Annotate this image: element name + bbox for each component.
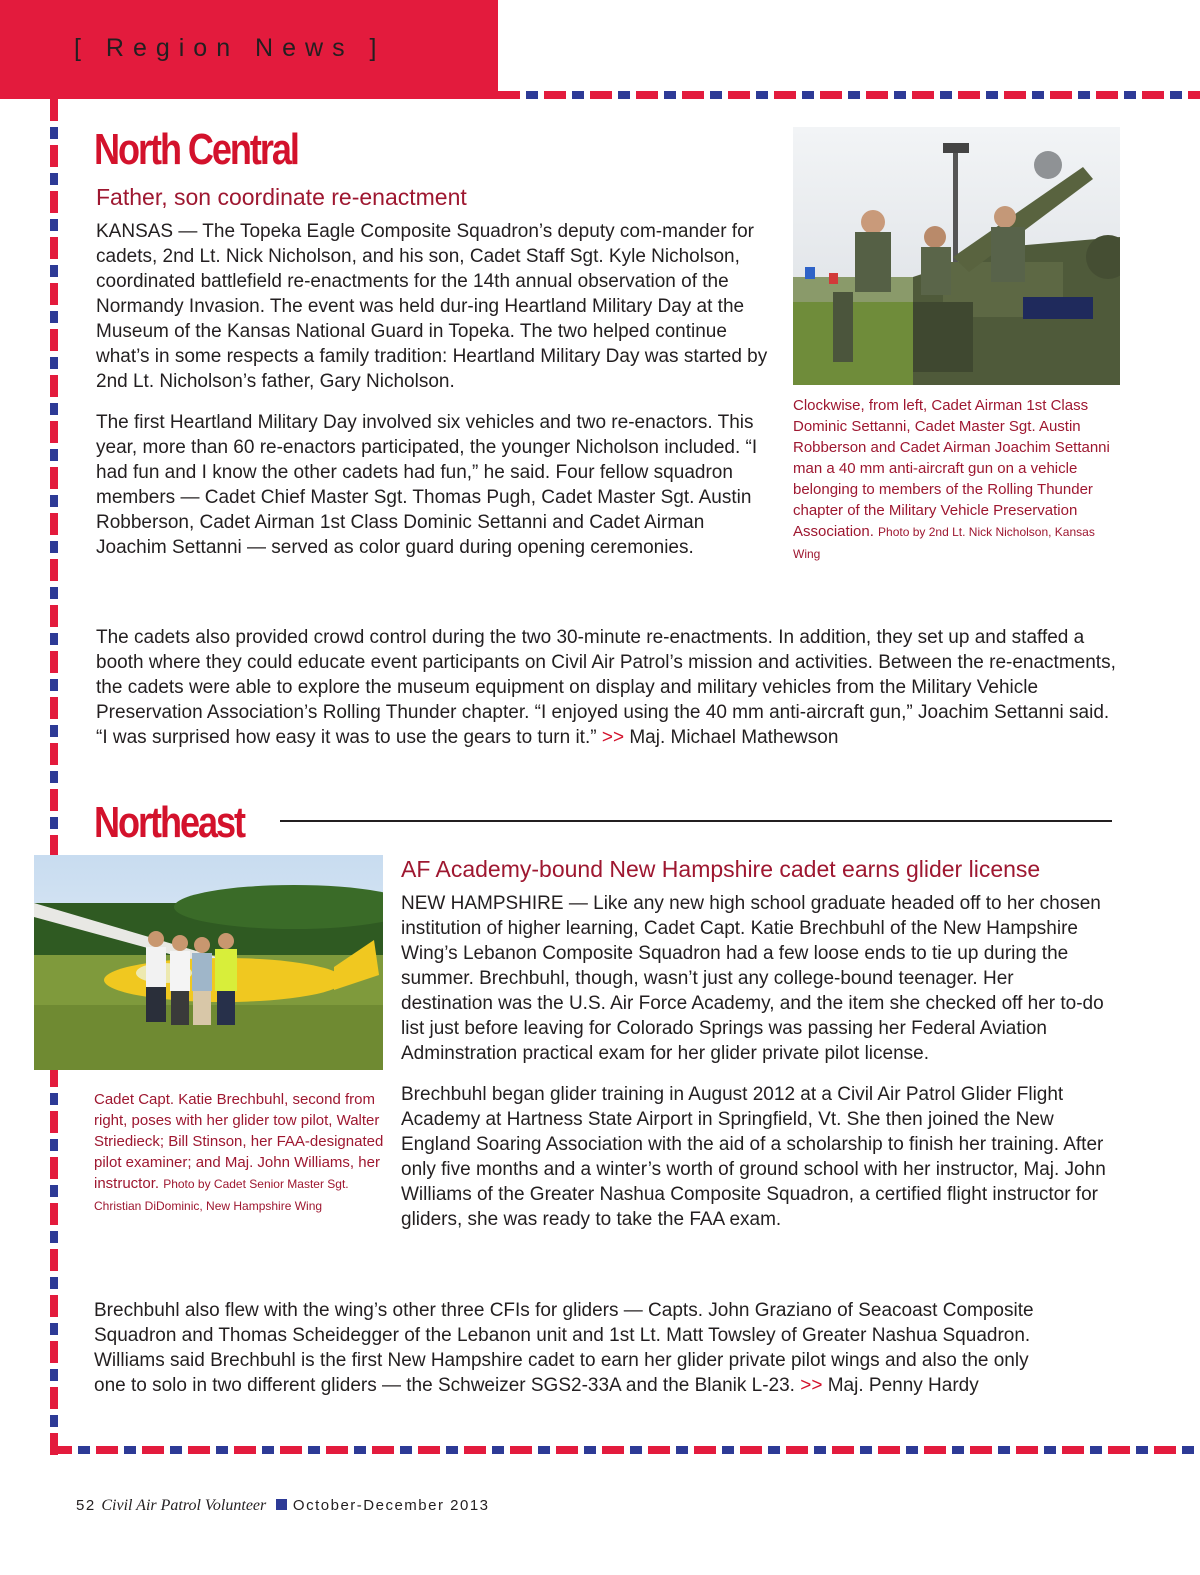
photo-anti-aircraft-gun-image	[793, 127, 1120, 385]
article-body-north-central-wide	[96, 625, 1116, 750]
photo-credit: Photo by 2nd Lt. Nick Nicholson, Kansas Wing	[793, 525, 1095, 561]
photo-glider-image	[34, 855, 383, 1070]
paragraph: NEW HAMPSHIRE — Like any new high school graduate headed off to her chosen institution of higher learning, Cadet Capt. Katie Brechbuhl of the New Hampshire Wing’s Lebanon Composite Squadron had a few loose ends to tie up during the summer. Brechbuhl, though, wasn’t just any college-bound teenager. Her destination was the U.S. Air Force Academy, and the item she checked off her to-do list just before leaving for Colorado Springs was passing her Federal Aviation Adminstration practical exam for her glider private pilot license.	[401, 893, 1104, 1064]
byline-arrow: >>	[800, 1375, 823, 1396]
paragraph: Brechbuhl began glider training in August 2012 at a Civil Air Patrol Glider Flight Academy at Hartness State Airport in Springfield, Vt. She then joined the New England Soaring Association with the aid of a scholarship to finish her training. After only five months and a winter’s worth of ground school with her instructor, Maj. John Williams of the Greater Nashua Composite Squadron, a certified flight instructor for gliders, she was ready to take the FAA exam.	[401, 1084, 1106, 1230]
photo-anti-aircraft-gun	[793, 127, 1120, 385]
section-title-northeast: Northeast	[94, 798, 244, 847]
byline: Maj. Penny Hardy	[827, 1375, 979, 1396]
paragraph-text: The cadets also provided crowd control during the two 30-minute re-enactments. In addition, they set up and staffed a booth where they could educate event participants on Civil Air Patrol’s mission and activities. Between the re-enactments, the cadets were able to explore the museum equipment on display and military vehicles from the Military Vehicle Preservation Association’s Rolling Thunder chapter. “I enjoyed using the 40 mm anti-aircraft gun,” Joachim Settanni said. “I was surprised how easy it was to use the gears to turn it.”	[96, 627, 1116, 748]
section-label: [ Region News ]	[74, 34, 386, 62]
article-headline-northeast: AF Academy-bound New Hampshire cadet earns glider license	[401, 856, 1041, 882]
issue-date: October-December 2013	[292, 1497, 490, 1514]
magazine-title: Civil Air Patrol Volunteer	[101, 1497, 267, 1514]
article-body-northeast	[401, 891, 1106, 1232]
photo-caption-northeast	[94, 1089, 384, 1217]
byline-arrow: >>	[601, 727, 625, 748]
page-footer	[76, 1497, 490, 1515]
paragraph-text: Brechbuhl also flew with the wing’s other three CFIs for gliders — Capts. John Graziano of Seacoast Composite Squadron and Thomas Scheidegger of the Lebanon unit and 1st Lt. Matt Towsley of Greater Nashua Squadron. Williams said Brechbuhl is the first New Hampshire cadet to earn her glider private pilot wings and also the only one to solo in two different gliders — the Schweizer SGS2-33A and the Blanik L-23.	[94, 1300, 1034, 1396]
caption-text: Cadet Capt. Katie Brechbuhl, second from right, poses with her glider tow pilot, Walter Striedieck; Bill Stinson, her FAA-designated pilot examiner; and Maj. John Williams, her instructor.	[94, 1091, 384, 1192]
article-body-northeast-wide	[94, 1298, 1059, 1398]
square-bullet-icon	[276, 1499, 287, 1510]
page-number: 52	[76, 1497, 96, 1514]
paragraph: The first Heartland Military Day involved six vehicles and two re-enactors. This year, more than 60 re-enactors participated, the younger Nicholson included. “I had fun and I know the other cadets had fun,” he said. Four fellow squadron members — Cadet Chief Master Sgt. Thomas Pugh, Cadet Master Sgt. Austin Robberson, Cadet Airman 1st Class Dominic Settanni and Cadet Airman Joachim Settanni — served as color guard during opening ceremonies.	[96, 412, 758, 558]
photo-glider	[34, 855, 383, 1070]
paragraph	[96, 625, 1116, 750]
bottom-border-stripe	[50, 1446, 1200, 1454]
photo-caption-north-central	[793, 395, 1123, 565]
caption-text: Clockwise, from left, Cadet Airman 1st Class Dominic Settanni, Cadet Master Sgt. Austin Robberson and Cadet Airman Joachim Settanni man a 40 mm anti-aircraft gun on a vehicle belonging to members of the Rolling Thunder chapter of the Military Vehicle Preservation Association.	[793, 397, 1110, 540]
section-rule	[280, 820, 1112, 822]
paragraph	[94, 1298, 1059, 1398]
left-border-stripe	[50, 99, 58, 1455]
article-headline-north-central: Father, son coordinate re-enactment	[96, 184, 467, 210]
article-body-north-central	[96, 219, 776, 560]
section-title-north-central: North Central	[94, 125, 298, 174]
photo-credit: Photo by Cadet Senior Master Sgt. Christian DiDominic, New Hampshire Wing	[94, 1177, 349, 1213]
byline: Maj. Michael Mathewson	[629, 727, 839, 748]
header-tab	[0, 0, 498, 99]
top-border-stripe	[498, 91, 1200, 99]
paragraph: KANSAS — The Topeka Eagle Composite Squadron’s deputy com-mander for cadets, 2nd Lt. Nick Nicholson, and his son, Cadet Staff Sgt. Kyle Nicholson, coordinated battlefield re-enactments for the 14th annual observation of the Normandy Invasion. The event was held dur-ing Heartland Military Day at the Museum of the Kansas National Guard in Topeka. The two helped continue what’s in some respects a family tradition: Heartland Military Day was started by 2nd Lt. Nicholson’s father, Gary Nicholson.	[96, 221, 768, 392]
